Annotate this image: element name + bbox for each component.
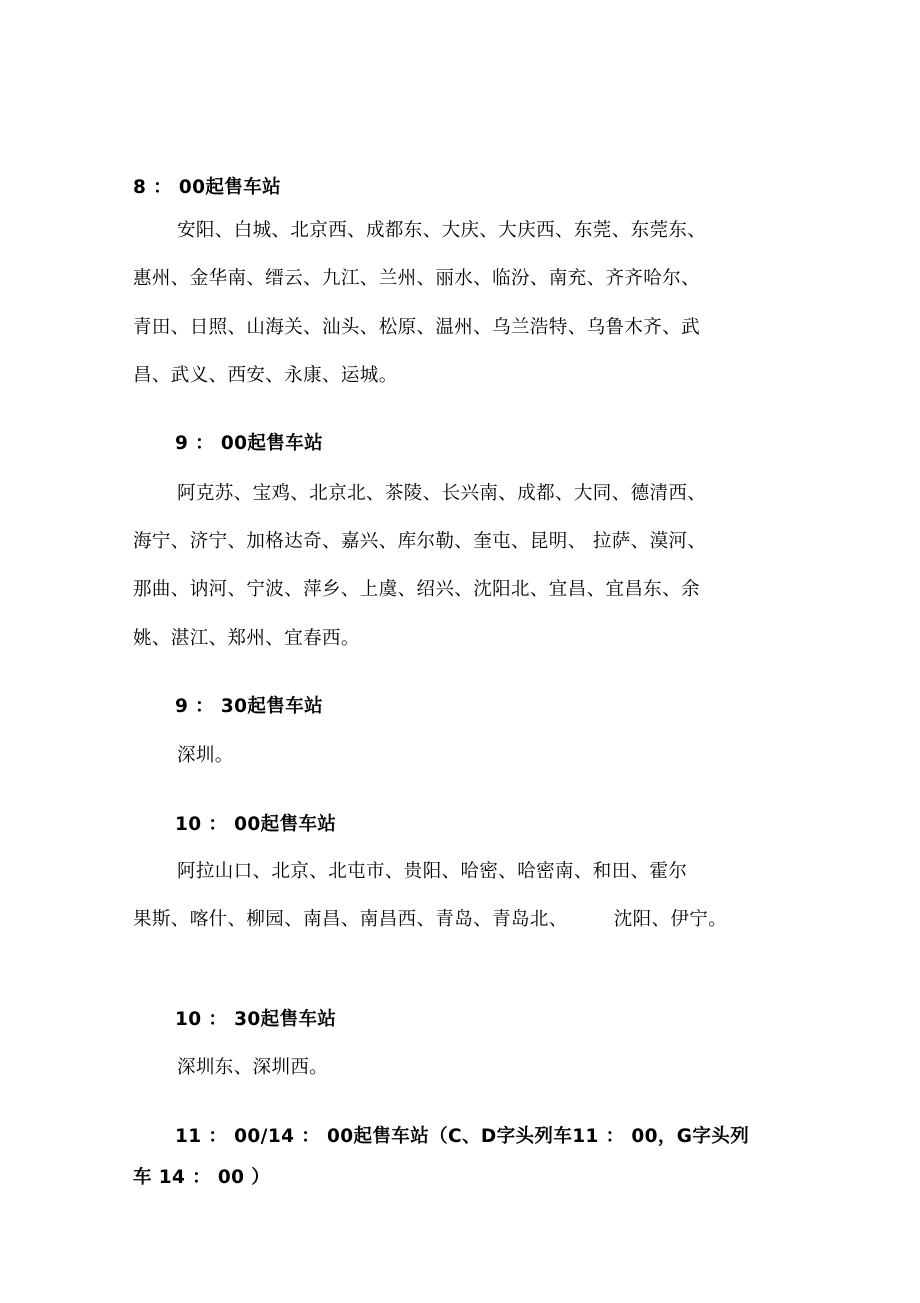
section-heading-1000: 10 ： 00起售车站: [175, 814, 337, 835]
station-list-line: 青田、日照、山海关、汕头、松原、温州、乌兰浩特、乌鲁木齐、武: [133, 317, 701, 338]
station-list-fragment: 果斯、喀什、柳园、南昌、南昌西、青岛、青岛北、: [133, 909, 568, 930]
section-heading-1030: 10 ： 30起售车站: [175, 1009, 337, 1030]
station-list-line: 深圳东、深圳西。: [177, 1057, 329, 1078]
section-heading-0900: 9 ： 00起售车站: [175, 433, 323, 454]
station-list-line: 那曲、讷河、宁波、萍乡、上虞、绍兴、沈阳北、宜昌、宜昌东、余: [133, 579, 701, 600]
section-heading-0800: 8 ： 00起售车站: [133, 177, 281, 198]
station-list-line: 阿克苏、宝鸡、北京北、茶陵、长兴南、成都、大同、德清西、: [177, 483, 707, 504]
station-list-line: 阿拉山口、北京、北屯市、贵阳、哈密、哈密南、和田、霍尔: [177, 861, 688, 882]
station-list-line: [133, 908, 727, 932]
station-list-fragment: 沈阳、伊宁。: [613, 909, 728, 930]
station-list-line: 安阳、白城、北京西、成都东、大庆、大庆西、东莞、东莞东、: [177, 220, 707, 241]
section-heading-1100-1400: 11 ： 00/14 ： 00起售车站（C、D字头列车11 ： 00，G字头列: [175, 1126, 750, 1147]
station-list-line: 深圳。: [177, 745, 234, 766]
station-list-line: 惠州、金华南、缙云、九江、兰州、丽水、临汾、南充、齐齐哈尔、: [133, 268, 701, 289]
station-list-line: 海宁、济宁、加格达奇、嘉兴、库尔勒、奎屯、昆明、 拉萨、漠河、: [133, 531, 707, 552]
station-list-line: 昌、武义、西安、永康、运城。: [133, 365, 398, 386]
section-heading-0930: 9 ： 30起售车站: [175, 696, 323, 717]
station-list-line: 姚、湛江、郑州、宜春西。: [133, 628, 360, 649]
section-heading-continuation: 车 14 ： 00 ）: [133, 1167, 271, 1188]
